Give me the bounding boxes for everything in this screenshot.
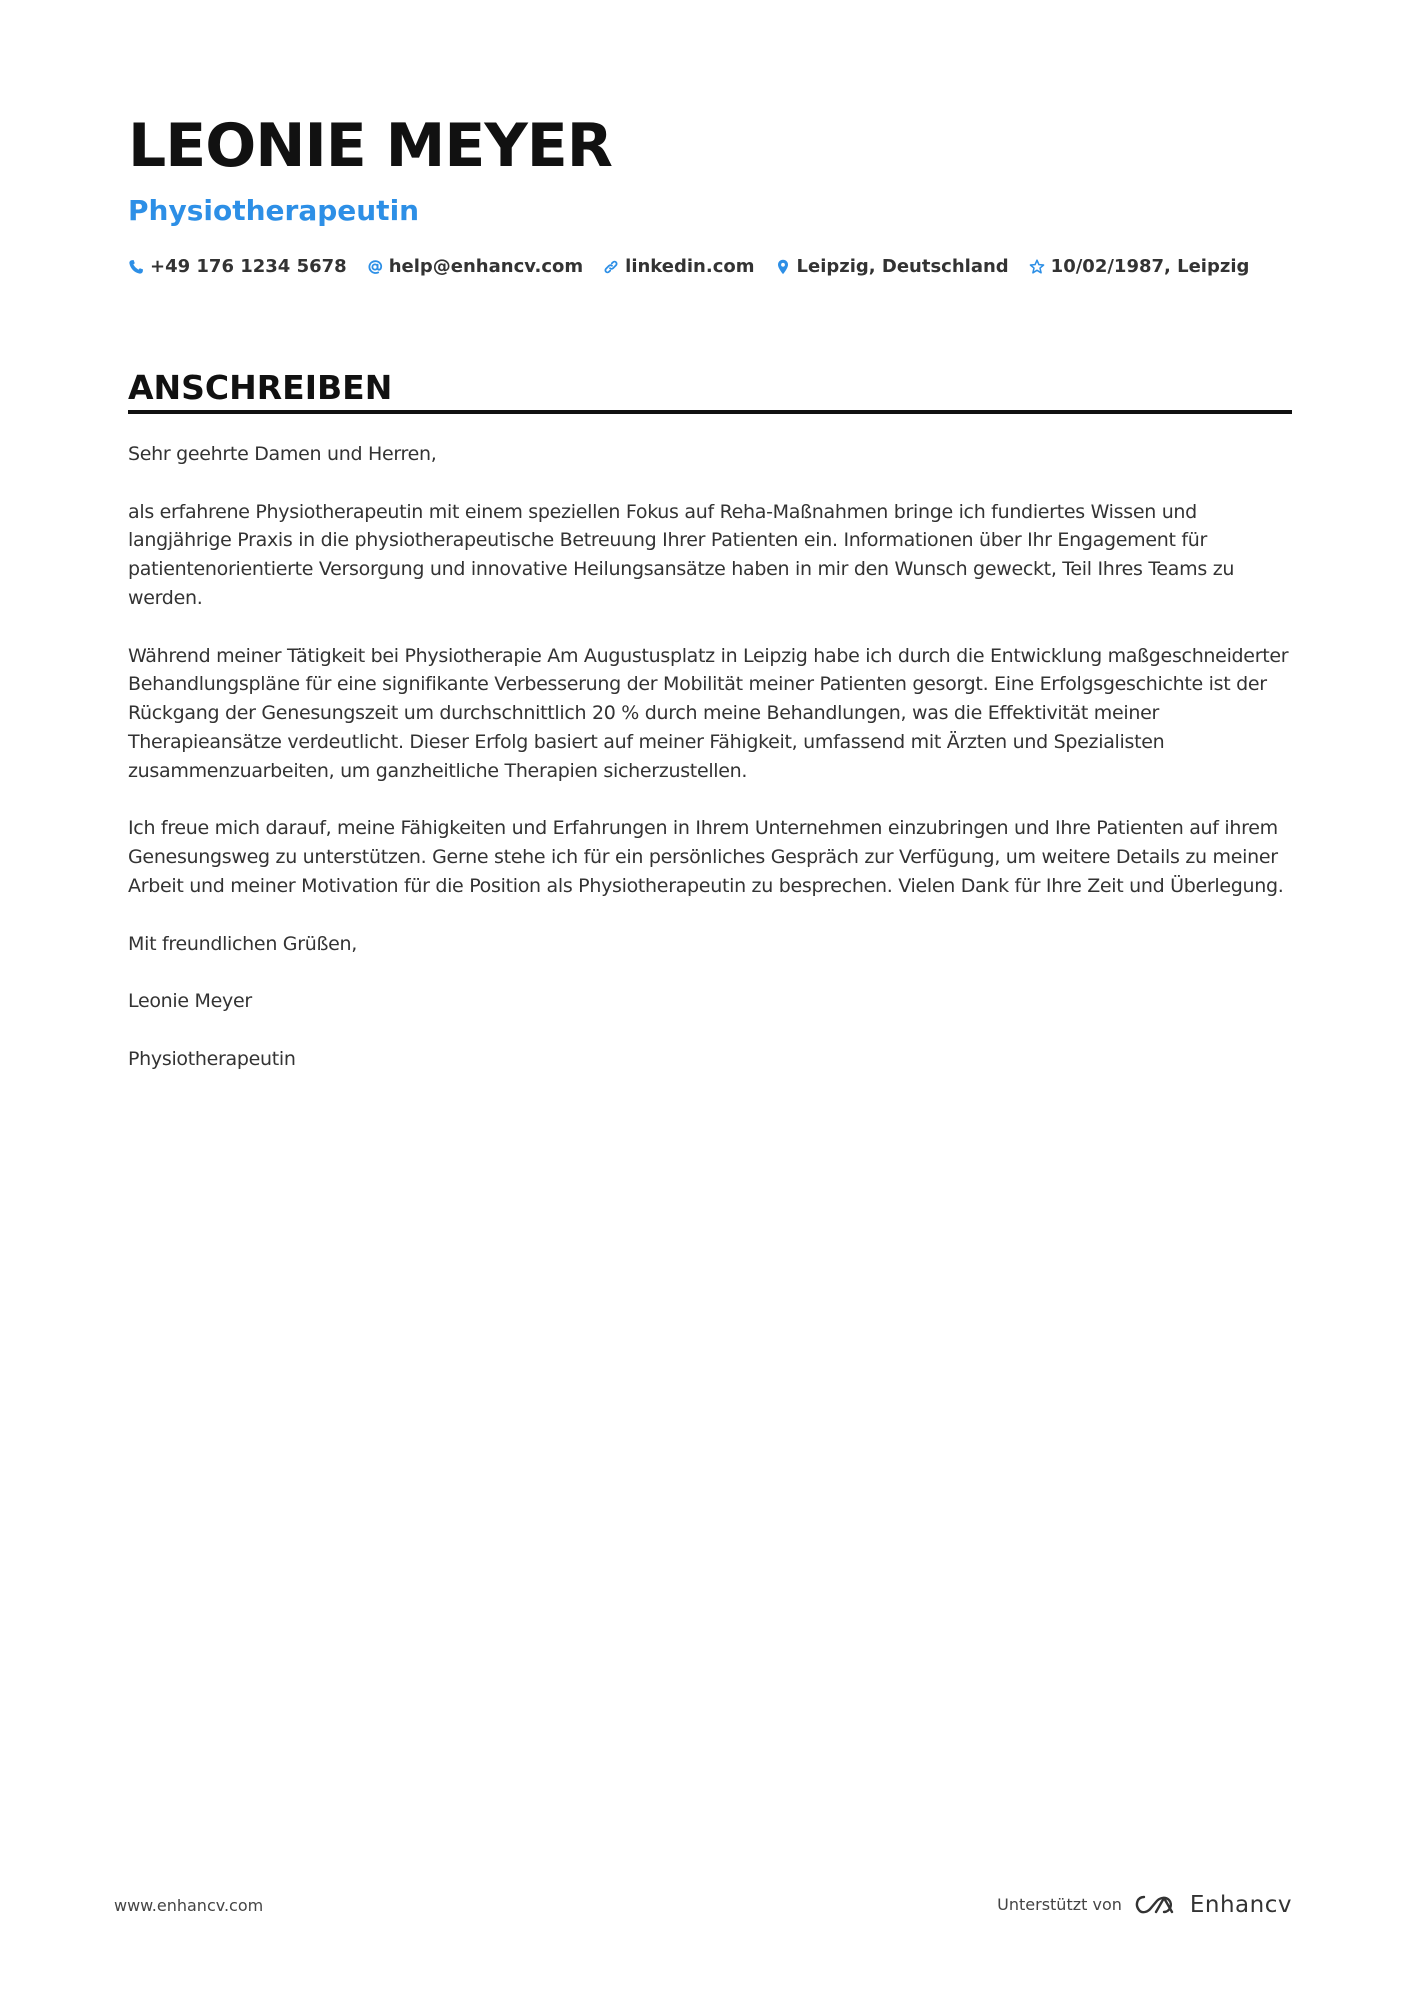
job-headline: Physiotherapeutin [128, 194, 420, 227]
enhancv-logo-icon [1132, 1892, 1180, 1918]
section-title: ANSCHREIBEN [128, 368, 393, 407]
contact-location-text: Leipzig, Deutschland [796, 256, 1009, 277]
brand-name: Enhancv [1189, 1892, 1292, 1918]
contact-bar [128, 254, 1249, 280]
contact-linkedin-text: linkedin.com [625, 256, 755, 277]
phone-icon [128, 259, 144, 275]
letter-paragraph: Ich freue mich darauf, meine Fähigkeiten und Erfahrungen in Ihrem Unternehmen einzubringen und Ihre Patienten auf ihrem Genesungsweg zu unterstützen. Gerne stehe ich für ein persönliches Gespräch zur Verfügung, um weitere Details zu meiner Arbeit und meiner Motivation für die Position als Physiotherapeutin zu besprechen. Vielen Dank für Ihre Zeit und Überlegung. [128, 817, 1284, 897]
at-icon [367, 259, 383, 275]
letter-paragraph: als erfahrene Physiotherapeutin mit einem speziellen Fokus auf Reha-Maßnahmen bringe ich fundiertes Wissen und langjährige Praxis in die physiotherapeutische Betreuung Ihrer Patienten ein. Informationen über Ihr Engagement für patientenorientierte Versorgung und innovative Heilungsansätze haben in mir den Wunsch geweckt, Teil Ihres Teams zu werden. [128, 500, 1235, 609]
contact-phone-text: +49 176 1234 5678 [150, 256, 347, 277]
map-pin-icon [775, 259, 791, 275]
signature-name: Leonie Meyer [128, 990, 252, 1013]
contact-birth [1029, 254, 1250, 280]
salutation: Sehr geehrte Damen und Herren, [128, 443, 437, 465]
cover-letter-page [128, 0, 1292, 1995]
footer-url[interactable]: www.enhancv.com [114, 1896, 264, 1915]
letter-paragraph: Während meiner Tätigkeit bei Physiotherapie Am Augustusplatz in Leipzig habe ich durch die Entwicklung maßgeschneiderter Behandlungspläne für eine signifikante Verbesserung der Mobilität meiner Patienten gesorgt. Eine Erfolgsgeschichte ist der Rückgang der Genesungszeit um durchschnittlich 20 % durch meine Behandlungen, was die Effektivität meiner Therapieansätze verdeutlicht. Dieser Erfolg basiert auf meiner Fähigkeit, umfassend mit Ärzten und Spezialisten zusammenzuarbeiten, um ganzheitliche Therapien sicherzustellen. [128, 644, 1289, 782]
contact-birth-text: 10/02/1987, Leipzig [1050, 256, 1250, 277]
footer-branding[interactable] [997, 1890, 1292, 1920]
contact-location [775, 254, 1009, 280]
applicant-name: LEONIE MEYER [128, 111, 612, 181]
signature-title: Physiotherapeutin [128, 1047, 296, 1070]
contact-email-text: help@enhancv.com [388, 256, 584, 277]
powered-by-text: Unterstützt von [997, 1895, 1122, 1914]
contact-linkedin[interactable] [603, 254, 754, 280]
link-icon [603, 259, 619, 275]
contact-phone[interactable] [128, 254, 347, 280]
closing: Mit freundlichen Grüßen, [128, 932, 358, 955]
letter-body [128, 440, 1292, 1102]
star-icon [1029, 259, 1045, 275]
contact-email[interactable] [367, 254, 583, 280]
section-divider [128, 410, 1292, 414]
